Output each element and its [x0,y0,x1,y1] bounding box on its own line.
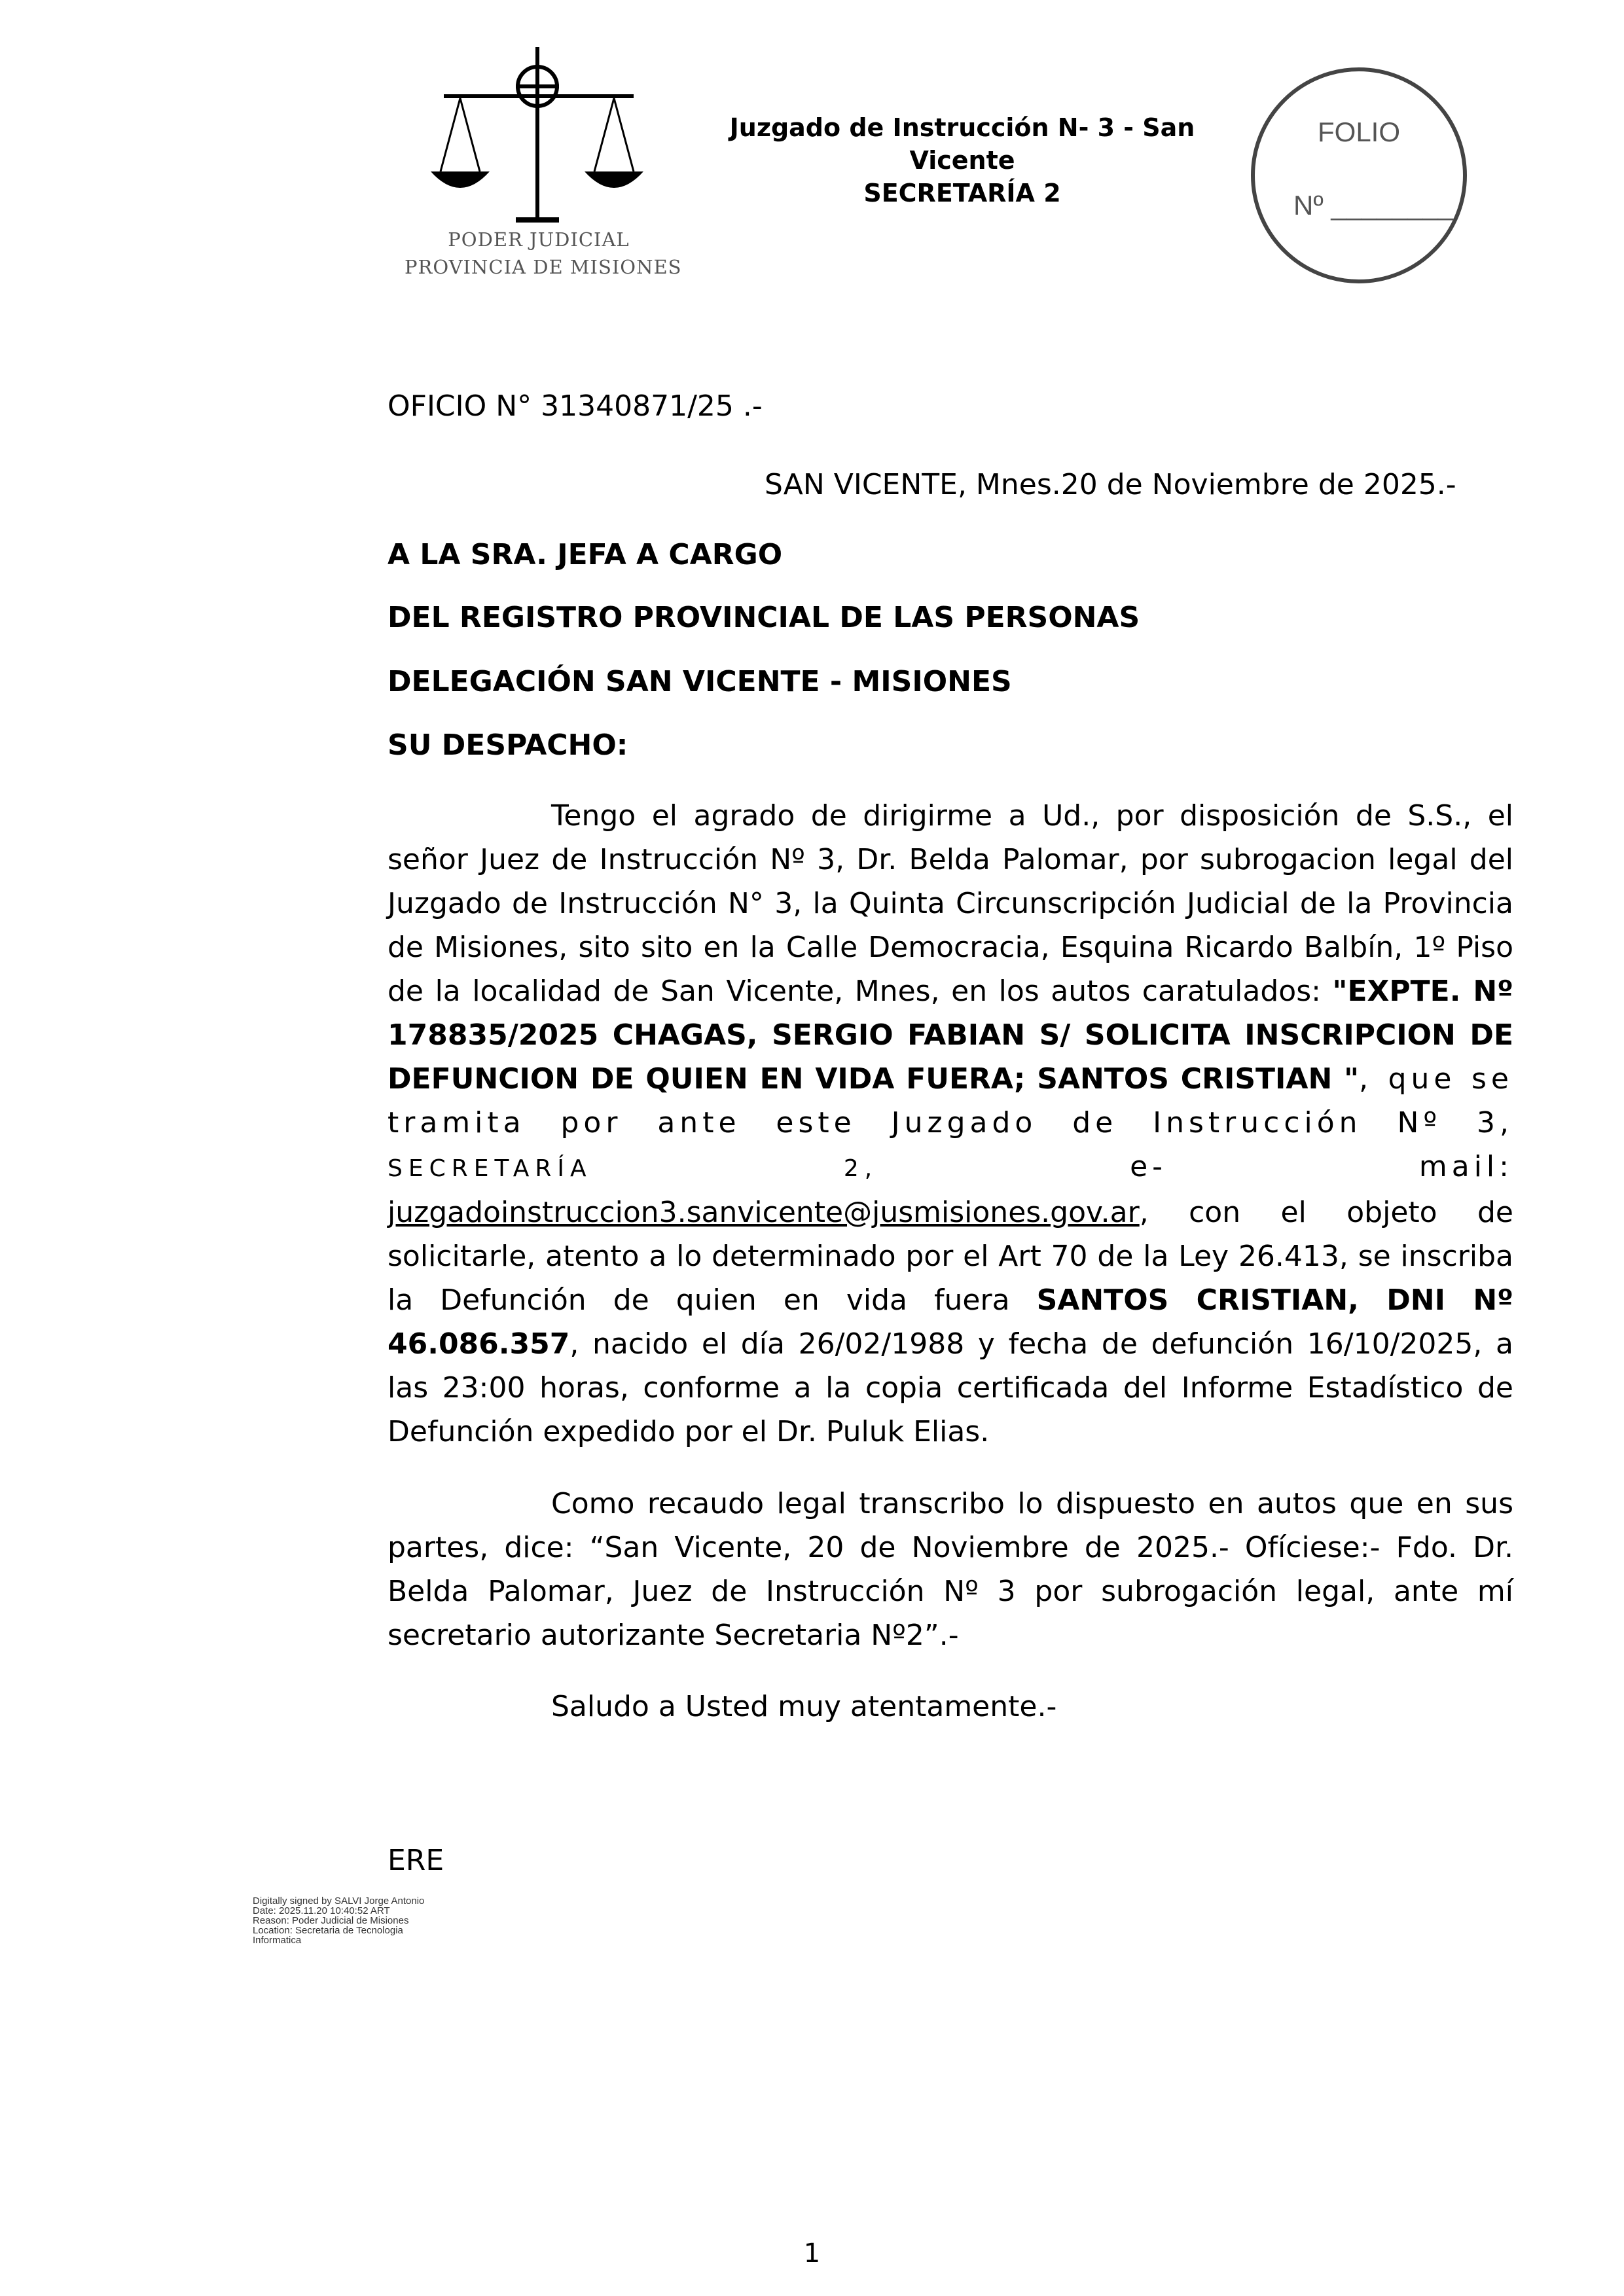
folio-number-label: Nº ________ [1293,190,1454,221]
court-secretaria: SECRETARÍA 2 [863,179,1061,207]
body1-request: , con el objeto de solicitarle, atento a lo determinado por el Art 70 de la Ley 26.413, se inscriba la Defunción de quien en vida fuera [388,1196,1513,1317]
signature-line-3: Reason: Poder Judicial de Misiones [253,1915,409,1926]
folio-stamp [1242,59,1485,301]
folio-label: FOLIO [1318,117,1401,147]
oficio-number: OFICIO N° 31340871/25 .- [388,389,763,423]
signature-line-5: Informatica [253,1935,302,1946]
body-paragraph-1 [388,794,1513,1454]
addressee-line-2: DEL REGISTRO PROVINCIAL DE LAS PERSONAS [388,601,1140,634]
page-number: 1 [803,2238,821,2269]
body-paragraph-2 [388,1482,1513,1657]
court-email-link[interactable]: juzgadoinstruccion3.sanvicente@jusmisiones.gov.ar [388,1196,1140,1229]
logo-line-1: PODER JUDICIAL [448,228,630,251]
closing-salutation: Saludo a Usted muy atentamente.- [551,1690,1057,1723]
place-date: SAN VICENTE, Mnes.20 de Noviembre de 2025.- [765,468,1456,501]
body1-secretaria: SECRETARÍA 2, [388,1155,878,1182]
body1-juzgado: , que se tramita por ante este Juzgado de Instrucción Nº 3, [388,1062,1513,1139]
deceased-identity: SANTOS CRISTIAN, DNI Nº 46.086.357 [388,1283,1514,1361]
digital-signature [253,1896,424,1945]
body1-intro: Tengo el agrado de dirigirme a Ud., por disposición de S.S., el señor Juez de Instrucción Nº 3, Dr. Belda Palomar, por subrogacion legal del Juzgado de Instrucción N° 3, la Quinta Circunscripción Judicial de la Provincia de Misiones, sito sito en la Calle Democracia, Esquina Ricardo Balbín, 1º Piso de la localidad de San Vicente, Mnes, en los autos caratulados: [388,799,1513,1008]
signature-line-1: Digitally signed by SALVI Jorge Antonio [253,1895,425,1907]
initials: ERE [388,1844,444,1877]
court-logo [405,41,682,289]
logo-line-2: PROVINCIA DE MISIONES [405,256,682,278]
case-title: "EXPTE. Nº 178835/2025 CHAGAS, SERGIO FABIAN S/ SOLICITA INSCRIPCION DE DEFUNCION DE QUIEN EN VIDA FUERA; SANTOS CRISTIAN " [388,975,1513,1096]
court-header [713,111,1211,209]
signature-line-4: Location: Secretaria de Tecnologia [253,1925,403,1936]
body2-text: Como recaudo legal transcribo lo dispuesto en autos que en sus partes, dice: “San Vicente, 20 de Noviembre de 2025.- Ofíciese:- Fdo. Dr. Belda Palomar, Juez de Instrucción Nº 3 por subrogación legal, ante mí secretario autorizante Secretaria Nº2”.- [388,1487,1513,1652]
signature-line-2: Date: 2025.11.20 10:40:52 ART [253,1905,390,1916]
body1-details: , nacido el día 26/02/1988 y fecha de defunción 16/10/2025, a las 23:00 horas, conforme a la copia certificada del Informe Estadístico de Defunción expedido por el Dr. Puluk Elias. [388,1327,1513,1448]
court-name-line-2: Vicente [909,146,1015,175]
court-name-line-1: Juzgado de Instrucción N- 3 - San [729,113,1195,142]
addressee-line-3: DELEGACIÓN SAN VICENTE - MISIONES [388,665,1012,698]
folio-circle-icon [1242,59,1485,301]
body1-email-label: e- mail: [878,1150,1513,1183]
addressee-line-4: SU DESPACHO: [388,728,628,762]
addressee-line-1: A LA SRA. JEFA A CARGO [388,538,783,571]
scales-of-justice-icon [405,41,673,237]
